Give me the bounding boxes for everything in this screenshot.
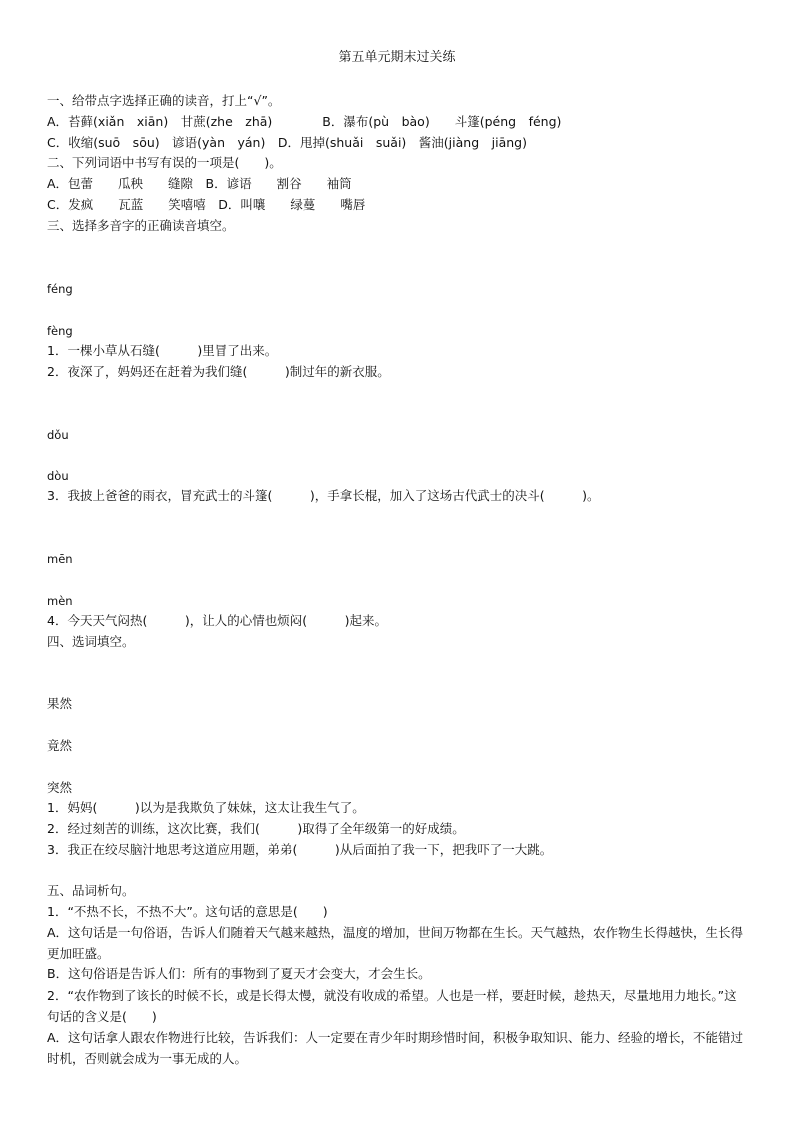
section-1-options-ab: A．苔藓(xiǎn xiān) 甘蔗(zhe zhā) B．瀑布(pù bào) 斗篷(péng féng) bbox=[47, 114, 562, 129]
question-item: 2．“农作物到了该长的时候不长，或是长得太慢，就没有收成的希望。人也是一样，要赶时候，趁热天，尽量地用力地长。”这句话的含义是( ) bbox=[47, 988, 737, 1024]
section-4-heading: 四、选词填空。 bbox=[47, 634, 135, 649]
pinyin-option: dǒu bbox=[47, 428, 69, 442]
pinyin-option: mèn bbox=[47, 594, 73, 608]
question-item: 2．夜深了，妈妈还在赶着为我们缝( )制过年的新衣服。 bbox=[47, 364, 390, 379]
question-item: 3．我披上爸爸的雨衣，冒充武士的斗篷( )，手拿长棍，加入了这场古代武士的决斗( )。 bbox=[47, 488, 600, 503]
pinyin-option: mēn bbox=[47, 552, 73, 566]
answer-option: B．这句俗语是告诉人们：所有的事物到了夏天才会变大，才会生长。 bbox=[47, 966, 431, 981]
word-option: 竟然 bbox=[47, 738, 73, 753]
section-2-heading: 二、下列词语中书写有误的一项是( )。 bbox=[47, 155, 282, 170]
page-title: 第五单元期末过关练 bbox=[338, 50, 456, 65]
pinyin-option: dòu bbox=[47, 469, 69, 483]
section-3-heading: 三、选择多音字的正确读音填空。 bbox=[47, 218, 235, 233]
question-item: 4．今天天气闷热( )，让人的心情也烦闷( )起来。 bbox=[47, 613, 387, 628]
question-item: 3．我正在绞尽脑汁地思考这道应用题，弟弟( )从后面拍了我一下，把我吓了一大跳。 bbox=[47, 842, 553, 857]
word-option: 果然 bbox=[47, 696, 73, 711]
section-2-options-ab: A．包蕾 瓜秧 缝隙 B．谚语 割谷 袖筒 bbox=[47, 176, 352, 191]
section-1-options-cd: C．收缩(suō sōu) 谚语(yàn yán) D．甩掉(shuǎi suǎi) 酱油(jiàng jiāng) bbox=[47, 135, 527, 150]
section-5-heading: 五、品词析句。 bbox=[47, 883, 135, 898]
question-item: 2．经过刻苦的训练，这次比赛，我们( )取得了全年级第一的好成绩。 bbox=[47, 821, 465, 836]
question-item: 1．妈妈( )以为是我欺负了妹妹，这太让我生气了。 bbox=[47, 800, 365, 815]
section-2-options-cd: C．发疯 瓦蓝 笑嘻嘻 D．叫嚷 绿蔓 嘴唇 bbox=[47, 197, 366, 212]
pinyin-option: féng bbox=[47, 282, 73, 296]
pinyin-option: fèng bbox=[47, 324, 73, 338]
word-option: 突然 bbox=[47, 780, 73, 795]
section-1-heading: 一、给带点字选择正确的读音，打上“√”。 bbox=[47, 93, 281, 108]
question-item: 1．“不热不长，不热不大”。这句话的意思是( ) bbox=[47, 904, 328, 919]
answer-option: A．这句话拿人跟农作物进行比较，告诉我们：人一定要在青少年时期珍惜时间，积极争取知识、能力、经验的增长，不能错过时机，否则就会成为一事无成的人。 bbox=[47, 1030, 744, 1066]
question-item: 1．一棵小草从石缝( )里冒了出来。 bbox=[47, 343, 278, 358]
answer-option: A．这句话是一句俗语，告诉人们随着天气越来越热，温度的增加，世间万物都在生长。天气越热，农作物生长得越快，生长得更加旺盛。 bbox=[47, 925, 744, 961]
